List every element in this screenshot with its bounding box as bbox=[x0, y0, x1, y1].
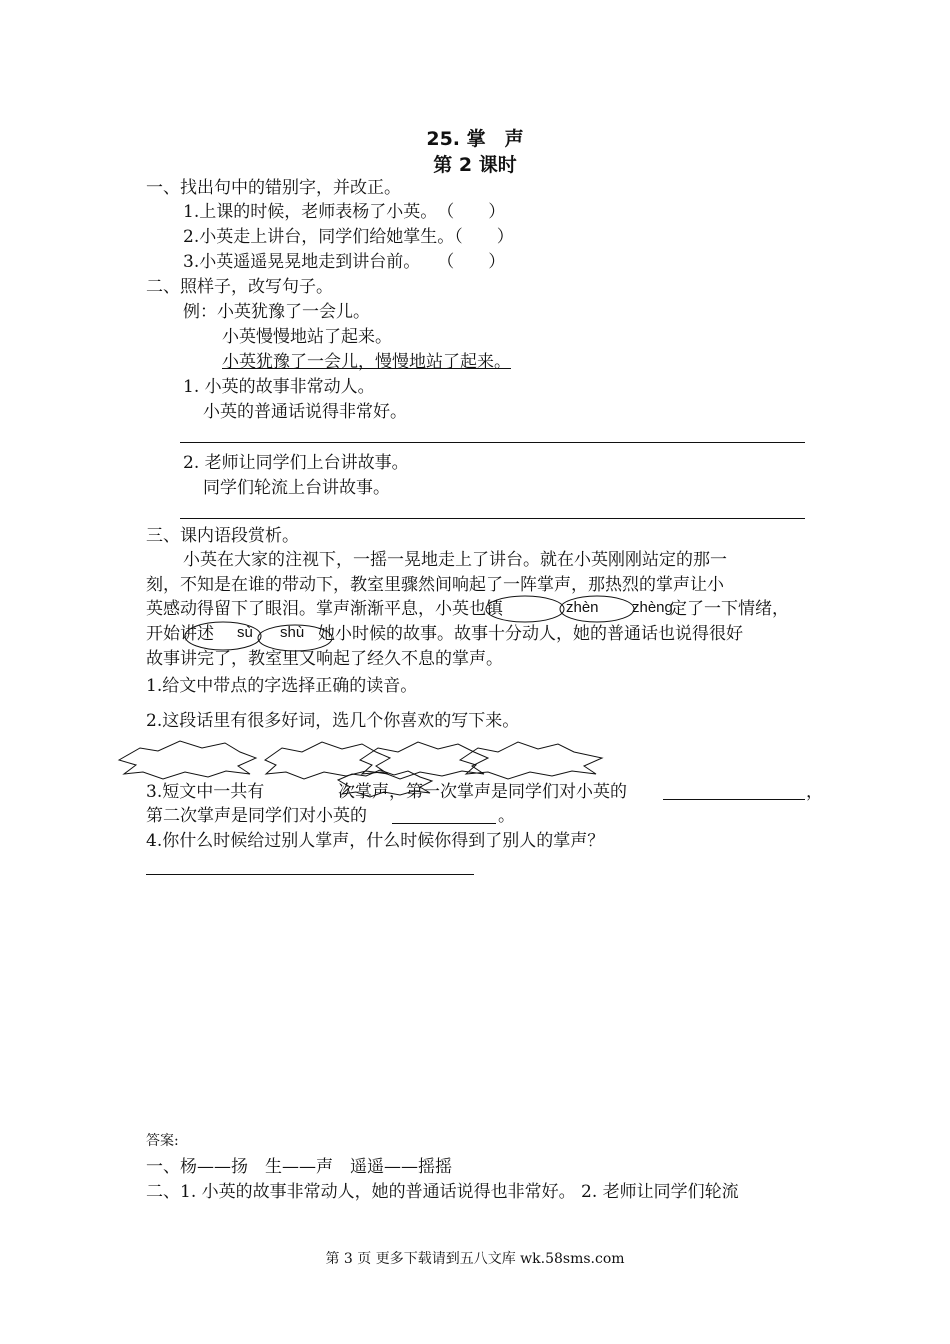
question3-3-c: ， bbox=[806, 782, 823, 802]
page-footer: 第 3 页 更多下载请到五八文库 wk.58sms.com bbox=[325, 1251, 625, 1267]
pinyin-option-su[interactable]: sù bbox=[237, 624, 253, 641]
question3-4: 4.你什么时候给过别人掌声，什么时候你得到了别人的掌声？ bbox=[146, 831, 605, 851]
pinyin-option-zheng[interactable]: zhèng bbox=[632, 599, 673, 616]
passage-line: 小英在大家的注视下，一摇一晃地走上了讲台。就在小英刚刚站定的那一 bbox=[183, 550, 727, 570]
section2-heading: 二、照样子，改写句子。 bbox=[146, 277, 333, 297]
question2-1-b: 小英的普通话说得非常好。 bbox=[203, 402, 407, 422]
question2-2-b: 同学们轮流上台讲故事。 bbox=[203, 478, 390, 498]
question3-2: 2.这段话里有很多好词，选几个你喜欢的写下来。 bbox=[146, 711, 520, 731]
passage-line: 她小时候的故事。故事十分动人，她的普通话也说得很好 bbox=[318, 624, 743, 644]
passage-line: 英感动得留下了眼泪。掌声渐渐平息，小英也镇 bbox=[146, 599, 503, 619]
pinyin-option-shu[interactable]: shù bbox=[280, 624, 305, 641]
section1-item-1: 1.上课的时候，老师表杨了小英。 （ ） bbox=[183, 202, 506, 222]
section3-heading: 三、课内语段赏析。 bbox=[146, 526, 299, 546]
question2-1-a: 1. 小英的故事非常动人。 bbox=[183, 377, 375, 397]
question2-2-a: 2. 老师让同学们上台讲故事。 bbox=[183, 453, 409, 473]
example-sentence-b: 小英慢慢地站了起来。 bbox=[222, 327, 392, 347]
answer-line-1: 一、杨——扬 生——声 遥遥——摇摇 bbox=[146, 1157, 452, 1177]
answer-oval bbox=[560, 596, 634, 622]
passage-line: 刻，不知是在谁的带动下，教室里骤然间响起了一阵掌声，那热烈的掌声让小 bbox=[146, 575, 724, 595]
section1-item-3: 3.小英遥遥晃晃地走到讲台前。 （ ） bbox=[183, 252, 506, 272]
word-starburst-box bbox=[119, 741, 256, 779]
answer-oval bbox=[486, 596, 564, 622]
question3-1: 1.给文中带点的字选择正确的读音。 bbox=[146, 676, 418, 696]
passage-line: 故事讲完了，教室里又响起了经久不息的掌声。 bbox=[146, 649, 503, 669]
section1-heading: 一、找出句中的错别字，并改正。 bbox=[146, 178, 401, 198]
page-title: 25. 掌 声 bbox=[426, 128, 524, 150]
answer-oval bbox=[258, 625, 332, 651]
question3-3-d: 第二次掌声是同学们对小英的 bbox=[146, 806, 367, 826]
example-sentence-a: 例：小英犹豫了一会儿。 bbox=[183, 302, 370, 322]
question3-3-b: 次掌声，第一次掌声是同学们对小英的 bbox=[338, 782, 627, 802]
passage-line: 开始讲述 bbox=[146, 624, 214, 644]
page-subtitle: 第 2 课时 bbox=[433, 154, 517, 176]
pinyin-option-zhen[interactable]: zhèn bbox=[566, 599, 599, 616]
answer-oval bbox=[185, 622, 261, 650]
example-sentence-combined: 小英犹豫了一会儿，慢慢地站了起来。 bbox=[222, 352, 511, 372]
question3-3-e: 。 bbox=[498, 806, 515, 826]
answers-label: 答案: bbox=[146, 1133, 179, 1149]
question3-3-a: 3.短文中一共有 bbox=[146, 782, 265, 802]
answer-line-2: 二、1. 小英的故事非常动人，她的普通话说得也非常好。 2. 老师让同学们轮流 bbox=[146, 1182, 739, 1202]
passage-line: 定了一下情绪， bbox=[670, 599, 789, 619]
section1-item-2: 2.小英走上讲台，同学们给她掌生。（ ） bbox=[183, 227, 514, 247]
